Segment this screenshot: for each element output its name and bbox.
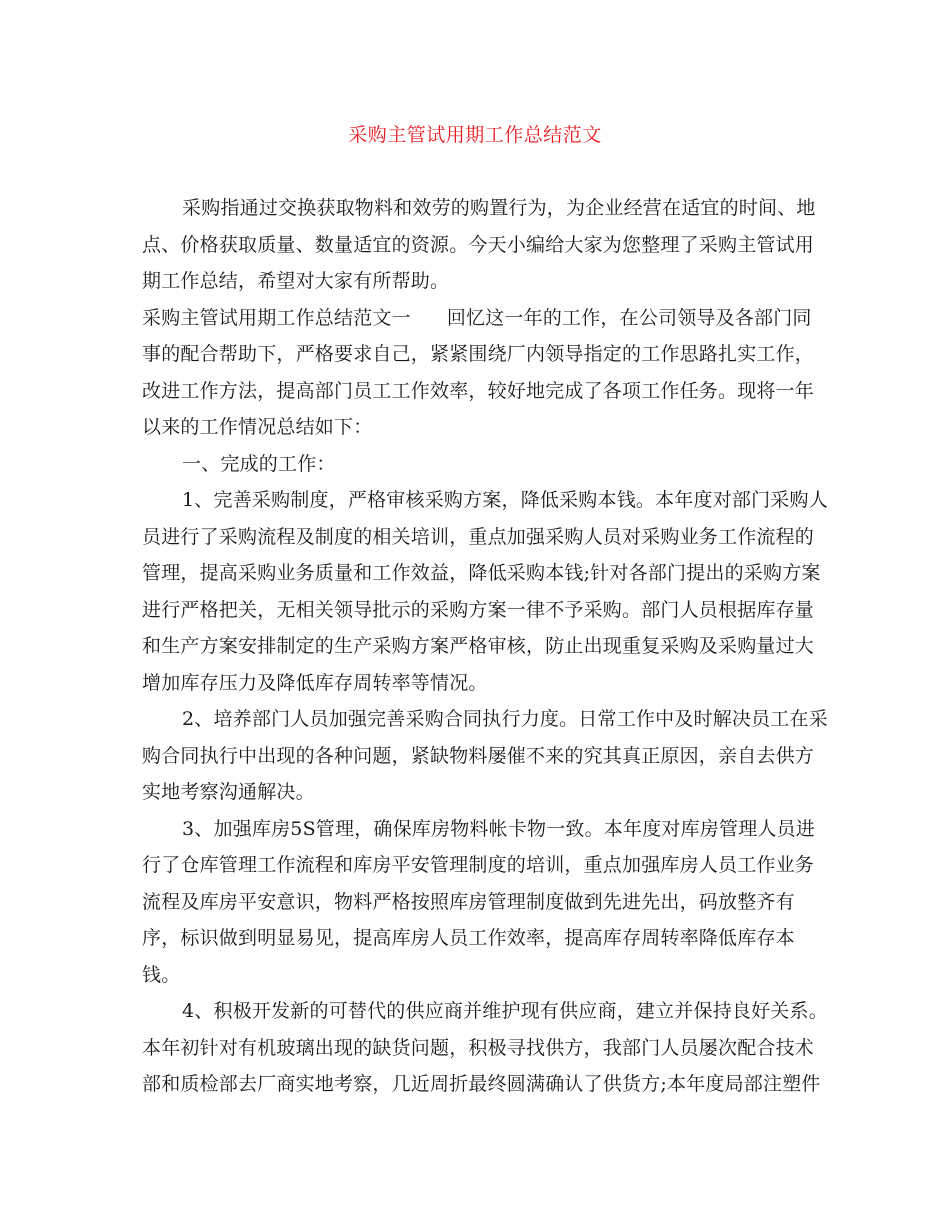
text-line <box>142 373 815 410</box>
line-text: 改进工作方法，提高部门员工工作效率，较好地完成了各项工作任务。现将一年 <box>142 379 815 402</box>
section-heading: 采购主管试用期工作总结范文一 <box>142 306 411 329</box>
text-line <box>142 519 815 556</box>
line-text: 管理，提高采购业务质量和工作效益，降低采购本钱;针对各部门提出的采购方案 <box>142 562 821 584</box>
text-line <box>142 993 828 1030</box>
line-text: 回忆这一年的工作，在公司领导及各部门同 <box>446 306 812 329</box>
line-text: 期工作总结，希望对大家有所帮助。 <box>142 270 450 292</box>
document-body <box>142 190 828 1103</box>
line-text: 序，标识做到明显易见，提高库房人员工作效率，提高库存周转率降低库存本 <box>142 927 795 949</box>
line-text: 以来的工作情况总结如下： <box>142 416 373 438</box>
text-line <box>142 482 828 519</box>
text-line <box>142 920 812 957</box>
text-line <box>142 592 815 629</box>
line-text: 钱。 <box>142 963 181 986</box>
line-text: 部和质检部去厂商实地考察，几近周折最终圆满确认了供货方;本年度局部注塑件 <box>142 1073 821 1095</box>
line-text: 本年初针对有机玻璃出现的缺货问题，积极寻找供方，我部门人员屡次配合技术 <box>142 1036 815 1059</box>
text-line <box>142 847 815 884</box>
text-line <box>142 957 812 994</box>
text-line <box>142 665 812 702</box>
line-text: 进行严格把关，无相关领导批示的采购方案一律不予采购。部门人员根据库存量 <box>142 598 815 621</box>
text-line <box>142 555 821 592</box>
line-text: 实地考察沟通解决。 <box>142 781 315 803</box>
line-text: 事的配合帮助下，严格要求自己，紧紧围绕厂内领导指定的工作思路扎实工作， <box>142 343 815 365</box>
line-text: 4、积极开发新的可替代的供应商并维护现有供应商，建立并保持良好关系。 <box>182 1000 828 1022</box>
text-line <box>142 811 815 848</box>
text-line <box>142 628 815 665</box>
text-line <box>142 1030 815 1067</box>
subsection-heading: 一、完成的工作： <box>182 452 336 475</box>
text-line <box>142 409 812 446</box>
line-text: 3、加强库房5S管理，确保库房物料帐卡物一致。本年度对库房管理人员进 <box>182 817 815 840</box>
text-line <box>142 774 812 811</box>
line-text: 采购指通过交换获取物料和效劳的购置行为，为企业经营在适宜的时间、地 <box>182 197 816 219</box>
line-text: 点、价格获取质量、数量适宜的资源。今天小编给大家为您整理了采购主管试用 <box>142 233 815 256</box>
text-line <box>142 336 815 373</box>
line-text: 1、完善采购制度，严格审核采购方案，降低采购本钱。本年度对部门采购人 <box>182 489 828 511</box>
line-text: 和生产方案安排制定的生产采购方案严格审核，防止出现重复采购及采购量过大 <box>142 635 815 657</box>
text-line <box>142 263 812 300</box>
line-text: 员进行了采购流程及制度的相关培训，重点加强采购人员对采购业务工作流程的 <box>142 525 815 548</box>
line-text: 行了仓库管理工作流程和库房平安管理制度的培训，重点加强库房人员工作业务 <box>142 854 815 876</box>
text-line <box>142 701 828 738</box>
line-text: 流程及库房平安意识，物料严格按照库房管理制度做到先进先出，码放整齐有 <box>142 890 795 913</box>
line-text: 购合同执行中出现的各种问题，紧缺物料屡催不来的究其真正原因，亲自去供方 <box>142 744 815 767</box>
text-line <box>142 227 815 264</box>
line-text: 增加库存压力及降低库存周转率等情况。 <box>142 671 488 694</box>
line-text: 2、培养部门人员加强完善采购合同执行力度。日常工作中及时解决员工在采 <box>182 708 828 730</box>
text-line <box>142 190 816 227</box>
text-line <box>142 738 815 775</box>
document-title: 采购主管试用期工作总结范文 <box>348 124 602 146</box>
text-line <box>142 300 812 337</box>
text-line <box>142 1066 821 1103</box>
text-line <box>142 446 812 483</box>
text-line <box>142 884 812 921</box>
